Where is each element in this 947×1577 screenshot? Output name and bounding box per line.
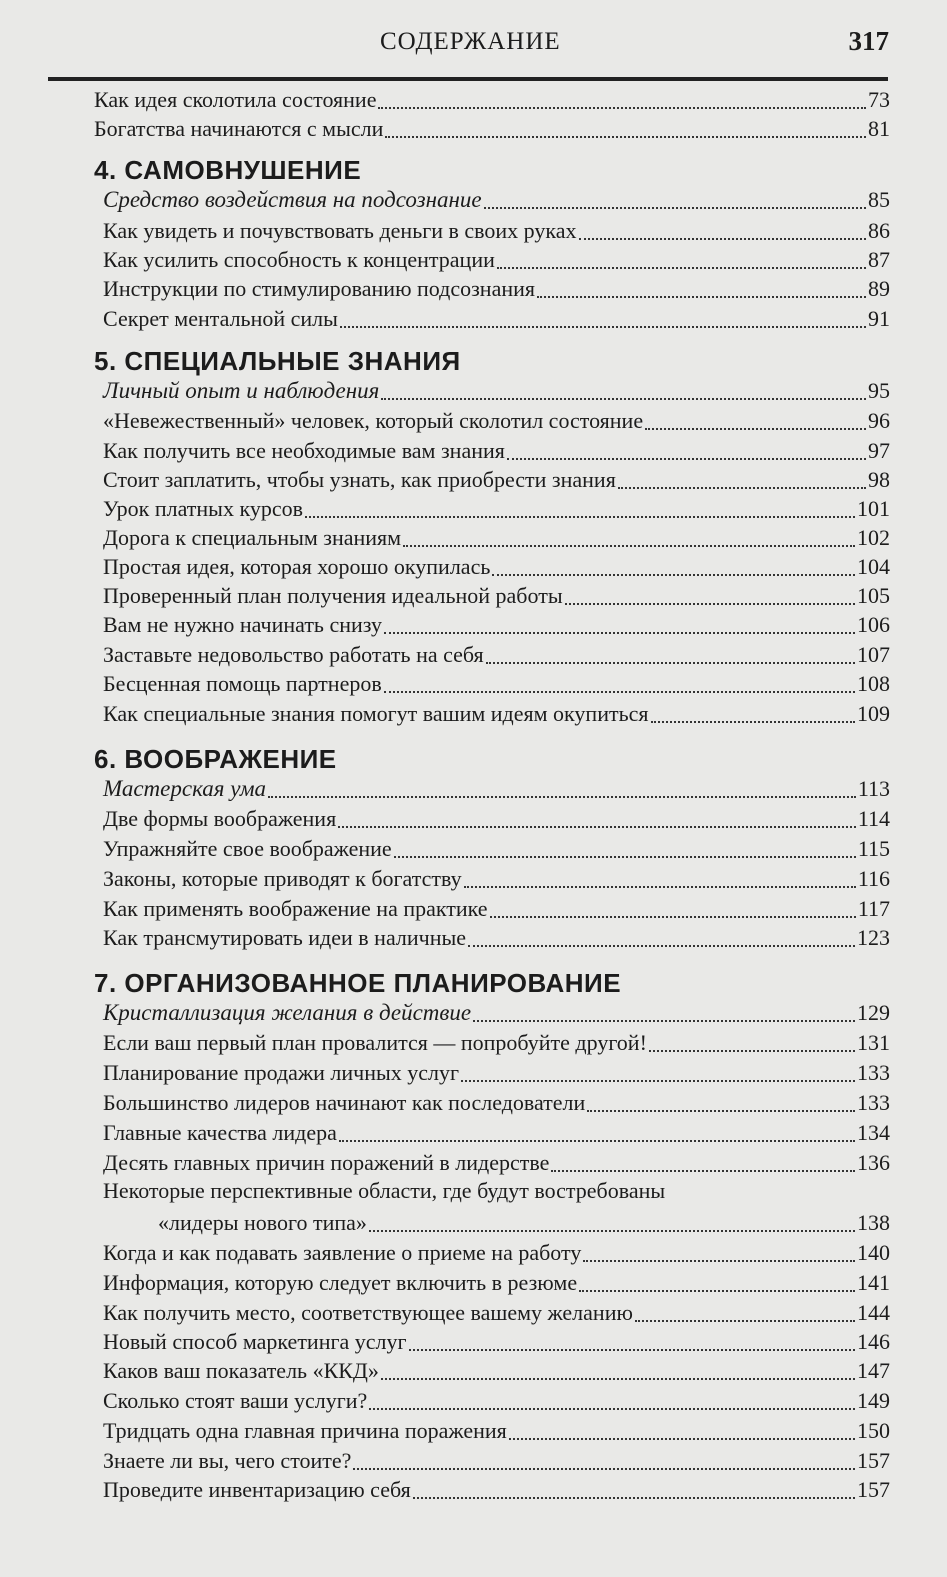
toc-entry-title: Сколько стоят ваши услуги? [103, 1388, 368, 1413]
toc-entry-page: 140 [857, 1240, 890, 1265]
toc-entry-title: «лидеры нового типа» [158, 1210, 367, 1235]
toc-entry-title: Если ваш первый план провалится — попробуйте другой! [103, 1030, 647, 1055]
toc-entry-title: Бесценная помощь партнеров [103, 671, 382, 696]
toc-entry-title: Как специальные знания помогут вашим идеям окупиться [103, 701, 649, 726]
toc-entry [94, 85, 890, 115]
toc-entry-page: 87 [868, 247, 890, 272]
toc-entry-title: Каков ваш показатель «ККД» [103, 1358, 379, 1383]
toc-entry-title: Кристаллизация желания в действие [103, 1000, 472, 1025]
toc-entry [103, 465, 890, 495]
toc-entry-title: Средство воздействия на подсознание [103, 187, 482, 212]
leader-dots [413, 1497, 855, 1499]
toc-entry-page: 131 [857, 1030, 890, 1055]
leader-dots [490, 916, 856, 918]
toc-entry-page: 73 [868, 87, 890, 112]
toc-entry-title: Заставьте недовольство работать на себя [103, 642, 484, 667]
toc-entry-title: Как получить все необходимые вам знания [103, 438, 505, 463]
toc-entry [103, 894, 890, 924]
leader-dots [340, 326, 866, 328]
toc-entry-page: 113 [857, 776, 890, 801]
leader-dots [385, 136, 866, 138]
toc-entry [103, 304, 890, 334]
toc-entry [103, 1028, 890, 1058]
toc-entry-title: Инструкции по стимулированию подсознания [103, 276, 535, 301]
leader-dots [353, 1468, 855, 1470]
chapter-subtitle [103, 185, 890, 215]
toc-entry [103, 834, 890, 864]
toc-entry-title: Информация, которую следует включить в резюме [103, 1270, 578, 1295]
leader-dots [473, 1020, 855, 1022]
leader-dots [381, 1378, 855, 1380]
toc-entry-title: Тридцать одна главная причина поражения [103, 1418, 507, 1443]
leader-dots [384, 691, 855, 693]
toc-entry-page: 136 [857, 1150, 890, 1175]
leader-dots [339, 1140, 855, 1142]
toc-entry [103, 274, 890, 304]
toc-entry-page: 104 [857, 554, 890, 579]
toc-entry-page: 116 [857, 866, 890, 891]
toc-entry-page: 98 [868, 467, 890, 492]
toc-entry [94, 114, 890, 144]
toc-entry-title: Проверенный план получения идеальной работы [103, 583, 563, 608]
toc-entry [103, 864, 890, 894]
toc-entry [103, 669, 890, 699]
toc-entry-page: 129 [857, 1000, 890, 1025]
toc-entry-page: 115 [857, 836, 890, 861]
toc-entry [103, 1446, 890, 1476]
toc-entry-page: 102 [857, 525, 890, 550]
leader-dots [409, 1349, 855, 1351]
leader-dots [486, 662, 855, 664]
toc-entry-title: Законы, которые приводят к богатству [103, 866, 462, 891]
leader-dots [403, 545, 855, 547]
toc-entry-page: 141 [857, 1270, 890, 1295]
toc-entry-title: Планирование продажи личных услуг [103, 1060, 460, 1085]
leader-dots [381, 398, 866, 400]
toc-entry [103, 1327, 890, 1357]
toc-entry-title: Знаете ли вы, чего стоите? [103, 1448, 352, 1473]
leader-dots [509, 1438, 855, 1440]
toc-entry-page: 108 [857, 671, 890, 696]
toc-entry-title: Большинство лидеров начинают как последователи [103, 1090, 586, 1115]
toc-entry [103, 1475, 890, 1505]
toc-entry-page: 150 [857, 1418, 890, 1443]
toc-entry-page: 114 [857, 806, 890, 831]
toc-entry-page: 147 [857, 1358, 890, 1383]
toc-entry-title: Как идея сколотила состояние [94, 87, 377, 112]
toc-entry [103, 640, 890, 670]
leader-dots [651, 721, 855, 723]
toc-entry [103, 1118, 890, 1148]
leader-dots [338, 826, 856, 828]
leader-dots [492, 574, 855, 576]
leader-dots [645, 428, 866, 430]
toc-entry [103, 523, 890, 553]
toc-entry-title: Проведите инвентаризацию себя [103, 1477, 411, 1502]
toc-entry-title: Урок платных курсов [103, 496, 303, 521]
leader-dots [268, 796, 856, 798]
toc-entry-title: Личный опыт и наблюдения [103, 378, 380, 403]
toc-entry-title: Простая идея, которая хорошо окупилась [103, 554, 491, 579]
toc-entry-title: Дорога к специальным знаниям [103, 525, 402, 550]
toc-entry-page: 85 [868, 187, 890, 212]
toc-entry [103, 699, 890, 729]
toc-entry-title: Новый способ маркетинга услуг [103, 1329, 407, 1354]
toc-entry-page: 96 [868, 408, 890, 433]
leader-dots [378, 107, 866, 109]
toc-entry-page: 101 [857, 496, 890, 521]
toc-entry [103, 1298, 890, 1328]
leader-dots [618, 487, 866, 489]
toc-entry-title: Как получить место, соответствующее вашему желанию [103, 1300, 633, 1325]
toc-entry-title: Вам не нужно начинать снизу [103, 612, 383, 637]
leader-dots [507, 458, 866, 460]
leader-dots [468, 945, 855, 947]
toc-entry-page: 157 [857, 1448, 890, 1473]
leader-dots [497, 267, 866, 269]
leader-dots [537, 296, 866, 298]
toc-entry-title: «Невежественный» человек, который сколотил состояние [103, 408, 644, 433]
leader-dots [587, 1110, 855, 1112]
toc-entry-page: 123 [857, 925, 890, 950]
toc-entry [103, 804, 890, 834]
toc-entry-page: 105 [857, 583, 890, 608]
toc-entry [103, 494, 890, 524]
leader-dots [369, 1408, 855, 1410]
toc-entry [103, 1386, 890, 1416]
leader-dots [384, 632, 855, 634]
toc-entry [158, 1208, 890, 1238]
toc-entry [103, 216, 890, 246]
toc-entry-page: 95 [868, 378, 890, 403]
chapter-heading: 4. САМОВНУШЕНИЕ [94, 155, 362, 185]
toc-entry-page: 133 [857, 1060, 890, 1085]
toc-entry [103, 406, 890, 436]
toc-entry-title: Как усилить способность к концентрации [103, 247, 495, 272]
chapter-subtitle [103, 998, 890, 1028]
chapter-heading: 7. ОРГАНИЗОВАННОЕ ПЛАНИРОВАНИЕ [94, 968, 622, 998]
toc-entry-page: 149 [857, 1388, 890, 1413]
toc-entry-page: 138 [857, 1210, 890, 1235]
toc-entry-page: 157 [857, 1477, 890, 1502]
toc-entry-page: 97 [868, 438, 890, 463]
leader-dots [484, 207, 866, 209]
toc-entry-title: Главные качества лидера [103, 1120, 337, 1145]
toc-entry-title: Богатства начинаются с мысли [94, 116, 384, 141]
toc-entry [103, 581, 890, 611]
toc-entry-page: 146 [857, 1329, 890, 1354]
leader-dots [394, 856, 856, 858]
toc-entry-title: Десять главных причин поражений в лидерстве [103, 1150, 550, 1175]
toc-entry-title: Мастерская ума [103, 776, 267, 801]
toc-entry-page: 89 [868, 276, 890, 301]
toc-entry-line: Некоторые перспективные области, где будут востребованы [103, 1178, 666, 1203]
header-rule [48, 77, 888, 81]
toc-entry-page: 107 [857, 642, 890, 667]
toc-entry [103, 1088, 890, 1118]
toc-entry [103, 552, 890, 582]
toc-entry-page: 144 [857, 1300, 890, 1325]
leader-dots [305, 516, 855, 518]
toc-entry-page: 106 [857, 612, 890, 637]
leader-dots [579, 1290, 855, 1292]
chapter-subtitle [103, 376, 890, 406]
toc-entry [103, 1268, 890, 1298]
toc-entry-title: Когда и как подавать заявление о приеме на работу [103, 1240, 582, 1265]
toc-entry [103, 1148, 890, 1178]
toc-entry [103, 1238, 890, 1268]
toc-entry-title: Как применять воображение на практике [103, 896, 488, 921]
toc-entry-title: Как трансмутировать идеи в наличные [103, 925, 467, 950]
page-number: 317 [848, 26, 889, 56]
leader-dots [583, 1260, 855, 1262]
leader-dots [461, 1080, 855, 1082]
leader-dots [464, 886, 856, 888]
chapter-heading: 6. ВООБРАЖЕНИЕ [94, 744, 337, 774]
chapter-heading: 5. СПЕЦИАЛЬНЫЕ ЗНАНИЯ [94, 346, 461, 376]
toc-entry-page: 91 [868, 306, 890, 331]
leader-dots [579, 238, 866, 240]
toc-entry [103, 923, 890, 953]
leader-dots [551, 1170, 855, 1172]
toc-entry-page: 117 [857, 896, 890, 921]
leader-dots [565, 603, 855, 605]
toc-entry-page: 81 [868, 116, 890, 141]
toc-entry [103, 610, 890, 640]
toc-entry [103, 436, 890, 466]
toc-entry-title: Секрет ментальной силы [103, 306, 338, 331]
leader-dots [649, 1050, 855, 1052]
toc-entry-title: Упражняйте свое воображение [103, 836, 392, 861]
leader-dots [369, 1230, 855, 1232]
toc-entry-title: Две формы воображения [103, 806, 337, 831]
toc-entry-page: 109 [857, 701, 890, 726]
toc-entry-title: Как увидеть и почувствовать деньги в своих руках [103, 218, 577, 243]
toc-entry [103, 1356, 890, 1386]
toc-entry-page: 86 [868, 218, 890, 243]
toc-entry [103, 1058, 890, 1088]
leader-dots [635, 1320, 855, 1322]
toc-entry [103, 245, 890, 275]
toc-entry-page: 133 [857, 1090, 890, 1115]
chapter-subtitle [103, 774, 890, 804]
running-head: СОДЕРЖАНИЕ [380, 28, 561, 55]
toc-entry-title: Стоит заплатить, чтобы узнать, как приобрести знания [103, 467, 616, 492]
toc-entry-page: 134 [857, 1120, 890, 1145]
toc-entry [103, 1416, 890, 1446]
